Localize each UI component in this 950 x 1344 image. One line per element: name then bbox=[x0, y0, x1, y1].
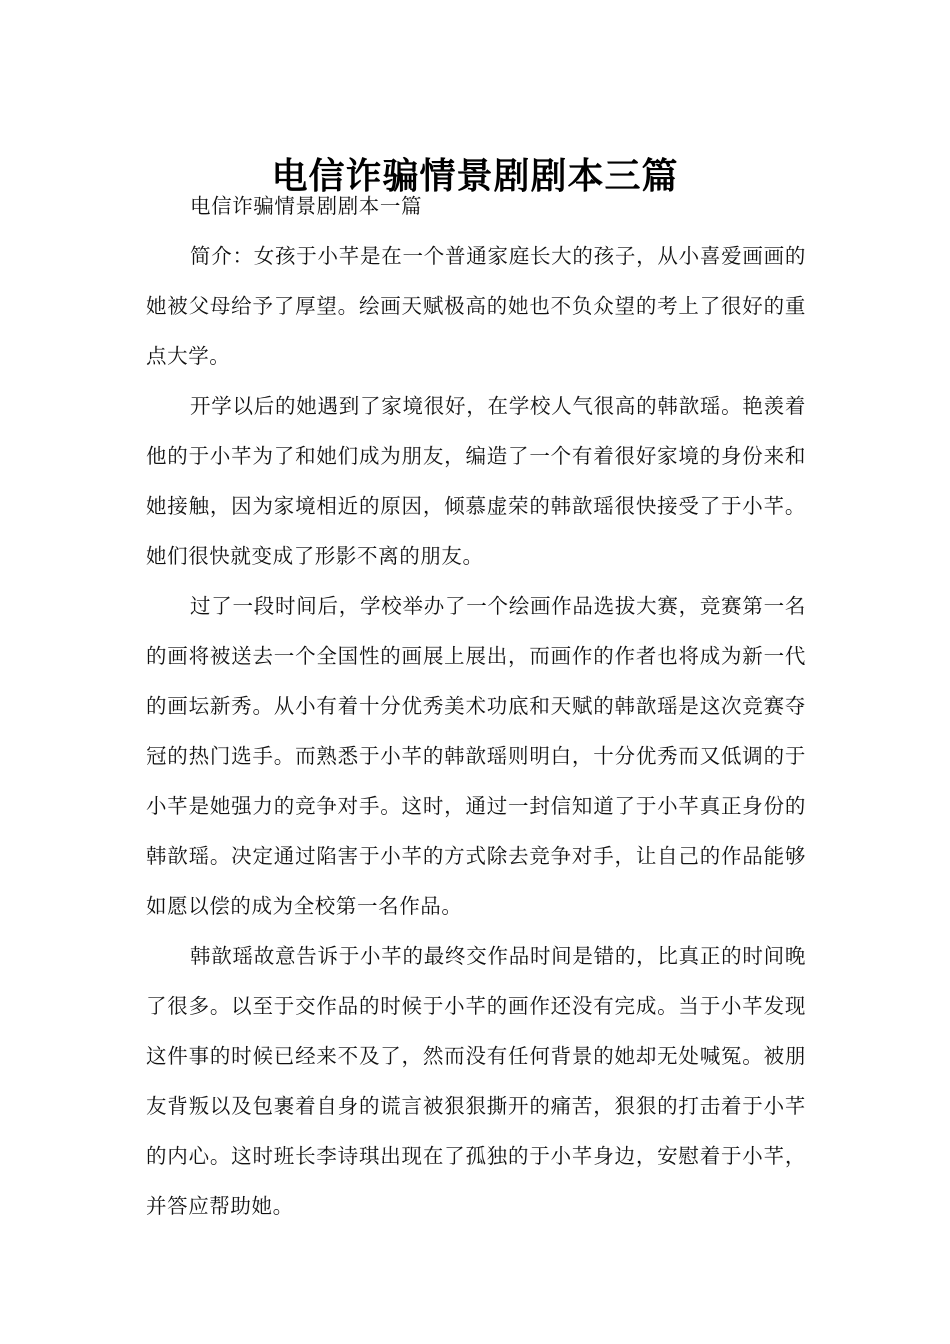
body-paragraph: 过了一段时间后，学校举办了一个绘画作品选拔大赛，竞赛第一名的画将被送去一个全国性的画展上展出，而画作的作者也将成为新一代的画坛新秀。从小有着十分优秀美术功底和天赋的韩歆瑶是这次竞赛夺冠的热门选手。而熟悉于小芊的韩歆瑶则明白，十分优秀而又低调的于小芊是她强力的竞争对手。这时，通过一封信知道了于小芊真正身份的韩歆瑶。决定通过陷害于小芊的方式除去竞争对手，让自己的作品能够如愿以偿的成为全校第一名作品。 bbox=[146, 594, 806, 918]
body-paragraph: 韩歆瑶故意告诉于小芊的最终交作品时间是错的，比真正的时间晚了很多。以至于交作品的时候于小芊的画作还没有完成。当于小芊发现这件事的时候已经来不及了，然而没有任何背景的她却无处喊冤。被朋友背叛以及包裹着自身的谎言被狠狠撕开的痛苦，狠狠的打击着于小芊的内心。这时班长李诗琪出现在了孤独的于小芊身边，安慰着于小芊，并答应帮助她。 bbox=[146, 944, 806, 1218]
document-body bbox=[146, 181, 806, 1231]
body-paragraph: 开学以后的她遇到了家境很好，在学校人气很高的韩歆瑶。艳羡着他的于小芊为了和她们成为朋友，编造了一个有着很好家境的身份来和她接触，因为家境相近的原因，倾慕虚荣的韩歆瑶很快接受了于小芊。她们很快就变成了形影不离的朋友。 bbox=[146, 394, 806, 568]
subtitle-paragraph: 电信诈骗情景剧剧本一篇 bbox=[190, 194, 423, 218]
document-title: 电信诈骗情景剧剧本三篇 bbox=[271, 156, 679, 198]
body-paragraph: 简介：女孩于小芊是在一个普通家庭长大的孩子，从小喜爱画画的她被父母给予了厚望。绘画天赋极高的她也不负众望的考上了很好的重点大学。 bbox=[146, 244, 806, 368]
